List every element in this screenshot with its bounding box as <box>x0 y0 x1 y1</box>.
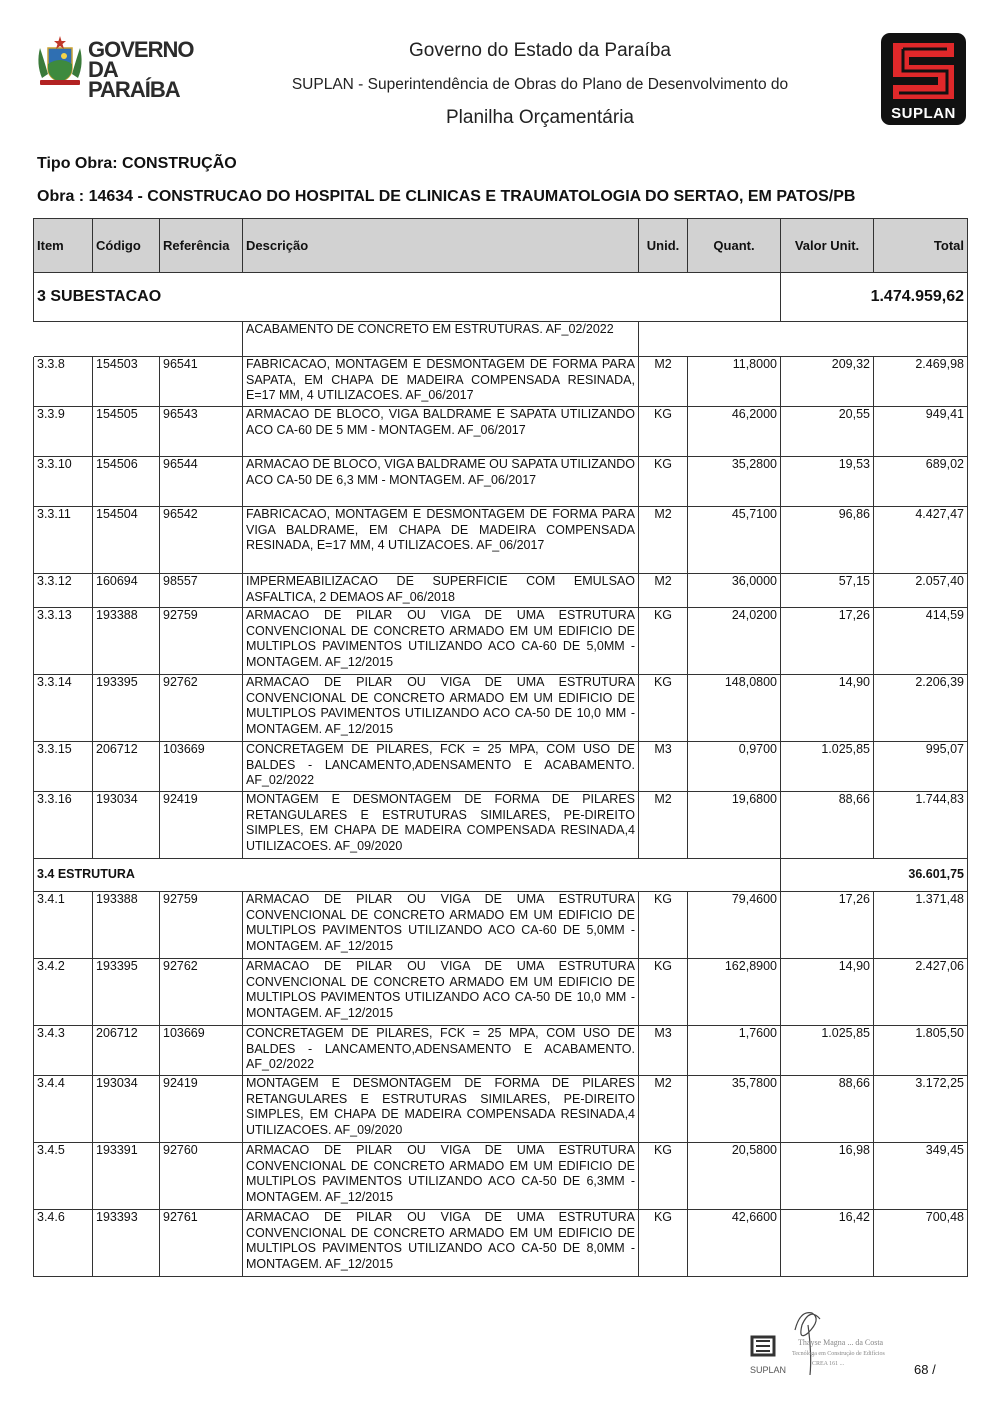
total-cell: 2.469,98 <box>874 357 968 407</box>
table-row <box>34 1026 968 1076</box>
item-cell: 3.3.12 <box>34 574 93 608</box>
referencia-cell: 96541 <box>160 357 243 407</box>
item-cell: 3.4.6 <box>34 1210 93 1277</box>
table-row <box>34 407 968 457</box>
referencia-cell: 92762 <box>160 675 243 742</box>
table-row <box>34 457 968 507</box>
quant-cell: 45,7100 <box>688 507 781 574</box>
quant-cell: 46,2000 <box>688 407 781 457</box>
continuation-row <box>34 322 968 357</box>
descricao-cell: FABRICACAO, MONTAGEM E DESMONTAGEM DE FORMA PARA VIGA BALDRAME, EM CHAPA DE MADEIRA COMPENSADA RESINADA, E=17 MM, 4 UTILIZACOES. AF_06/2017 <box>243 507 639 574</box>
unid-cell: KG <box>639 1210 688 1277</box>
quant-cell: 79,4600 <box>688 892 781 959</box>
total-cell: 689,02 <box>874 457 968 507</box>
total-cell: 1.371,48 <box>874 892 968 959</box>
quant-cell: 148,0800 <box>688 675 781 742</box>
item-cell: 3.3.16 <box>34 792 93 859</box>
referencia-cell: 103669 <box>160 1026 243 1076</box>
suplan-logo <box>881 33 966 125</box>
unid-cell: KG <box>639 675 688 742</box>
gov-logo-line1: GOVERNO <box>88 37 194 62</box>
col-header-quant: Quant. <box>688 219 781 273</box>
descricao-cell: IMPERMEABILIZACAO DE SUPERFICIE COM EMULSAO ASFALTICA, 2 DEMAOS AF_06/2018 <box>243 574 639 608</box>
item-cell: 3.3.8 <box>34 357 93 407</box>
section-row-subestacao <box>34 273 968 322</box>
descricao-cell: ARMACAO DE PILAR OU VIGA DE UMA ESTRUTURA CONVENCIONAL DE CONCRETO ARMADO EM UM EDIFICIO DE MULTIPLOS PAVIMENTOS UTILIZANDO ACO CA-60 DE 5,0MM - MONTAGEM. AF_12/2015 <box>243 892 639 959</box>
item-cell: 3.3.9 <box>34 407 93 457</box>
valor-unit-cell: 209,32 <box>781 357 874 407</box>
unid-cell: KG <box>639 608 688 675</box>
unid-cell: M2 <box>639 1076 688 1143</box>
item-cell: 3.4.2 <box>34 959 93 1026</box>
valor-unit-cell: 1.025,85 <box>781 742 874 792</box>
referencia-cell: 96544 <box>160 457 243 507</box>
table-row <box>34 608 968 675</box>
header-subtitle: SUPLAN - Superintendência de Obras do Plano de Desenvolvimento do <box>291 76 789 93</box>
codigo-cell: 193391 <box>93 1143 160 1210</box>
total-cell: 1.744,83 <box>874 792 968 859</box>
item-cell: 3.3.14 <box>34 675 93 742</box>
col-header-unid: Unid. <box>639 219 688 273</box>
total-cell: 949,41 <box>874 407 968 457</box>
valor-unit-cell: 16,42 <box>781 1210 874 1277</box>
table-header-row <box>34 219 968 273</box>
obra-title: Obra : 14634 - CONSTRUCAO DO HOSPITAL DE CLINICAS E TRAUMATOLOGIA DO SERTAO, EM PATOS/PB <box>37 188 856 205</box>
descricao-cell: ARMACAO DE PILAR OU VIGA DE UMA ESTRUTURA CONVENCIONAL DE CONCRETO ARMADO EM UM EDIFICIO DE MULTIPLOS PAVIMENTOS UTILIZANDO ACO CA-50 DE 6,3MM - MONTAGEM. AF_12/2015 <box>243 1143 639 1210</box>
valor-unit-cell: 16,98 <box>781 1143 874 1210</box>
codigo-cell: 154506 <box>93 457 160 507</box>
valor-unit-cell: 57,15 <box>781 574 874 608</box>
descricao-cell: ARMACAO DE BLOCO, VIGA BALDRAME E SAPATA UTILIZANDO ACO CA-60 DE 5 MM - MONTAGEM. AF_06/2017 <box>243 407 639 457</box>
codigo-cell: 206712 <box>93 742 160 792</box>
valor-unit-cell: 14,90 <box>781 959 874 1026</box>
codigo-cell: 193034 <box>93 792 160 859</box>
unid-cell: KG <box>639 407 688 457</box>
descricao-cell: ARMACAO DE BLOCO, VIGA BALDRAME OU SAPATA UTILIZANDO ACO CA-50 DE 6,3 MM - MONTAGEM. AF_06/2017 <box>243 457 639 507</box>
referencia-cell: 98557 <box>160 574 243 608</box>
quant-cell: 36,0000 <box>688 574 781 608</box>
valor-unit-cell: 88,66 <box>781 1076 874 1143</box>
codigo-cell: 193034 <box>93 1076 160 1143</box>
valor-unit-cell: 14,90 <box>781 675 874 742</box>
table-row <box>34 357 968 407</box>
item-cell: 3.3.15 <box>34 742 93 792</box>
codigo-cell: 154505 <box>93 407 160 457</box>
document-title: Planilha Orçamentária <box>446 107 634 128</box>
codigo-cell: 193393 <box>93 1210 160 1277</box>
svg-text:Thayse Magna ... da Costa: Thayse Magna ... da Costa <box>798 1338 884 1347</box>
referencia-cell: 92762 <box>160 959 243 1026</box>
referencia-cell: 92759 <box>160 608 243 675</box>
svg-text:SUPLAN: SUPLAN <box>750 1365 787 1375</box>
item-cell: 3.3.11 <box>34 507 93 574</box>
quant-cell: 19,6800 <box>688 792 781 859</box>
quant-cell: 35,7800 <box>688 1076 781 1143</box>
col-header-valor-unit: Valor Unit. <box>781 219 874 273</box>
total-cell: 4.427,47 <box>874 507 968 574</box>
svg-text:CREA 161 ...: CREA 161 ... <box>812 1361 845 1367</box>
total-cell: 349,45 <box>874 1143 968 1210</box>
referencia-cell: 92419 <box>160 1076 243 1143</box>
descricao-cell: ARMACAO DE PILAR OU VIGA DE UMA ESTRUTURA CONVENCIONAL DE CONCRETO ARMADO EM UM EDIFICIO DE MULTIPLOS PAVIMENTOS UTILIZANDO ACO CA-50 DE 10,0 MM - MONTAGEM. AF_12/2015 <box>243 675 639 742</box>
total-cell: 1.805,50 <box>874 1026 968 1076</box>
descricao-cell: MONTAGEM E DESMONTAGEM DE FORMA DE PILARES RETANGULARES E ESTRUTURAS SIMILARES, PE-DIREITO SIMPLES, EM CHAPA DE MADEIRA COMPENSADA RESINADA,4 UTILIZACOES. AF_09/2020 <box>243 1076 639 1143</box>
table-row <box>34 959 968 1026</box>
descricao-cell: ARMACAO DE PILAR OU VIGA DE UMA ESTRUTURA CONVENCIONAL DE CONCRETO ARMADO EM UM EDIFICIO DE MULTIPLOS PAVIMENTOS UTILIZANDO ACO CA-50 DE 8,0MM - MONTAGEM. AF_12/2015 <box>243 1210 639 1277</box>
unid-cell: M2 <box>639 792 688 859</box>
quant-cell: 11,8000 <box>688 357 781 407</box>
codigo-cell: 193395 <box>93 675 160 742</box>
table-row <box>34 574 968 608</box>
section-total: 36.601,75 <box>781 859 968 892</box>
table-row <box>34 1076 968 1143</box>
total-cell: 3.172,25 <box>874 1076 968 1143</box>
quant-cell: 1,7600 <box>688 1026 781 1076</box>
item-cell: 3.3.10 <box>34 457 93 507</box>
descricao-cell: MONTAGEM E DESMONTAGEM DE FORMA DE PILARES RETANGULARES E ESTRUTURAS SIMILARES, PE-DIREITO SIMPLES, EM CHAPA DE MADEIRA COMPENSADA RESINADA,4 UTILIZACOES. AF_09/2020 <box>243 792 639 859</box>
header-title: Governo do Estado da Paraíba <box>409 40 671 61</box>
referencia-cell: 96542 <box>160 507 243 574</box>
col-header-referencia: Referência <box>160 219 243 273</box>
codigo-cell: 206712 <box>93 1026 160 1076</box>
descricao-cell: CONCRETAGEM DE PILARES, FCK = 25 MPA, COM USO DE BALDES - LANCAMENTO,ADENSAMENTO E ACABAMENTO. AF_02/2022 <box>243 1026 639 1076</box>
unid-cell: M2 <box>639 507 688 574</box>
quant-cell: 162,8900 <box>688 959 781 1026</box>
total-cell: 995,07 <box>874 742 968 792</box>
unid-cell: M3 <box>639 742 688 792</box>
referencia-cell: 92759 <box>160 892 243 959</box>
valor-unit-cell: 20,55 <box>781 407 874 457</box>
codigo-cell: 193388 <box>93 608 160 675</box>
gov-logo-line2: DA PARAÍBA <box>88 57 180 102</box>
item-cell: 3.3.13 <box>34 608 93 675</box>
total-cell: 2.206,39 <box>874 675 968 742</box>
col-header-total: Total <box>874 219 968 273</box>
valor-unit-cell: 88,66 <box>781 792 874 859</box>
quant-cell: 20,5800 <box>688 1143 781 1210</box>
table-row <box>34 892 968 959</box>
referencia-cell: 92761 <box>160 1210 243 1277</box>
total-cell: 414,59 <box>874 608 968 675</box>
valor-unit-cell: 17,26 <box>781 608 874 675</box>
item-cell: 3.4.1 <box>34 892 93 959</box>
codigo-cell: 193395 <box>93 959 160 1026</box>
signature-stamp <box>750 1305 890 1380</box>
total-cell: 700,48 <box>874 1210 968 1277</box>
item-cell: 3.4.4 <box>34 1076 93 1143</box>
suplan-s-icon <box>889 39 958 103</box>
suplan-logo-label: SUPLAN <box>891 105 956 122</box>
referencia-cell: 103669 <box>160 742 243 792</box>
section-label: 3.4 ESTRUTURA <box>34 859 781 892</box>
table-row <box>34 792 968 859</box>
referencia-cell: 92419 <box>160 792 243 859</box>
table-row <box>34 507 968 574</box>
valor-unit-cell: 17,26 <box>781 892 874 959</box>
unid-cell: M3 <box>639 1026 688 1076</box>
descricao-cell: ARMACAO DE PILAR OU VIGA DE UMA ESTRUTURA CONVENCIONAL DE CONCRETO ARMADO EM UM EDIFICIO DE MULTIPLOS PAVIMENTOS UTILIZANDO ACO CA-50 DE 10,0 MM - MONTAGEM. AF_12/2015 <box>243 959 639 1026</box>
item-cell: 3.4.3 <box>34 1026 93 1076</box>
col-header-descricao: Descrição <box>243 219 639 273</box>
unid-cell: KG <box>639 457 688 507</box>
referencia-cell: 96543 <box>160 407 243 457</box>
quant-cell: 42,6600 <box>688 1210 781 1277</box>
unid-cell: KG <box>639 1143 688 1210</box>
svg-text:Tecnóloga em Construção de Edi: Tecnóloga em Construção de Edifícios <box>792 1351 885 1357</box>
unid-cell: M2 <box>639 357 688 407</box>
table-row <box>34 742 968 792</box>
budget-table <box>33 218 968 1277</box>
section-total: 1.474.959,62 <box>781 273 968 322</box>
item-cell: 3.4.5 <box>34 1143 93 1210</box>
valor-unit-cell: 96,86 <box>781 507 874 574</box>
table-row <box>34 675 968 742</box>
page-number: 68 / <box>914 1362 936 1377</box>
unid-cell: KG <box>639 892 688 959</box>
quant-cell: 0,9700 <box>688 742 781 792</box>
unid-cell: KG <box>639 959 688 1026</box>
tipo-obra: Tipo Obra: CONSTRUÇÃO <box>37 155 237 172</box>
continuation-description: ACABAMENTO DE CONCRETO EM ESTRUTURAS. AF_02/2022 <box>243 322 639 357</box>
section-row-estrutura <box>34 859 968 892</box>
descricao-cell: FABRICACAO, MONTAGEM E DESMONTAGEM DE FORMA PARA SAPATA, EM CHAPA DE MADEIRA COMPENSADA RESINADA, E=17 MM, 4 UTILIZACOES. AF_06/2017 <box>243 357 639 407</box>
table-row <box>34 1210 968 1277</box>
codigo-cell: 154504 <box>93 507 160 574</box>
section-label: 3 SUBESTACAO <box>34 273 781 322</box>
total-cell: 2.057,40 <box>874 574 968 608</box>
total-cell: 2.427,06 <box>874 959 968 1026</box>
table-row <box>34 1143 968 1210</box>
referencia-cell: 92760 <box>160 1143 243 1210</box>
col-header-codigo: Código <box>93 219 160 273</box>
quant-cell: 24,0200 <box>688 608 781 675</box>
unid-cell: M2 <box>639 574 688 608</box>
codigo-cell: 193388 <box>93 892 160 959</box>
descricao-cell: CONCRETAGEM DE PILARES, FCK = 25 MPA, COM USO DE BALDES - LANCAMENTO,ADENSAMENTO E ACABAMENTO. AF_02/2022 <box>243 742 639 792</box>
codigo-cell: 160694 <box>93 574 160 608</box>
col-header-item: Item <box>34 219 93 273</box>
descricao-cell: ARMACAO DE PILAR OU VIGA DE UMA ESTRUTURA CONVENCIONAL DE CONCRETO ARMADO EM UM EDIFICIO DE MULTIPLOS PAVIMENTOS UTILIZANDO ACO CA-60 DE 5,0MM - MONTAGEM. AF_12/2015 <box>243 608 639 675</box>
valor-unit-cell: 1.025,85 <box>781 1026 874 1076</box>
codigo-cell: 154503 <box>93 357 160 407</box>
quant-cell: 35,2800 <box>688 457 781 507</box>
valor-unit-cell: 19,53 <box>781 457 874 507</box>
